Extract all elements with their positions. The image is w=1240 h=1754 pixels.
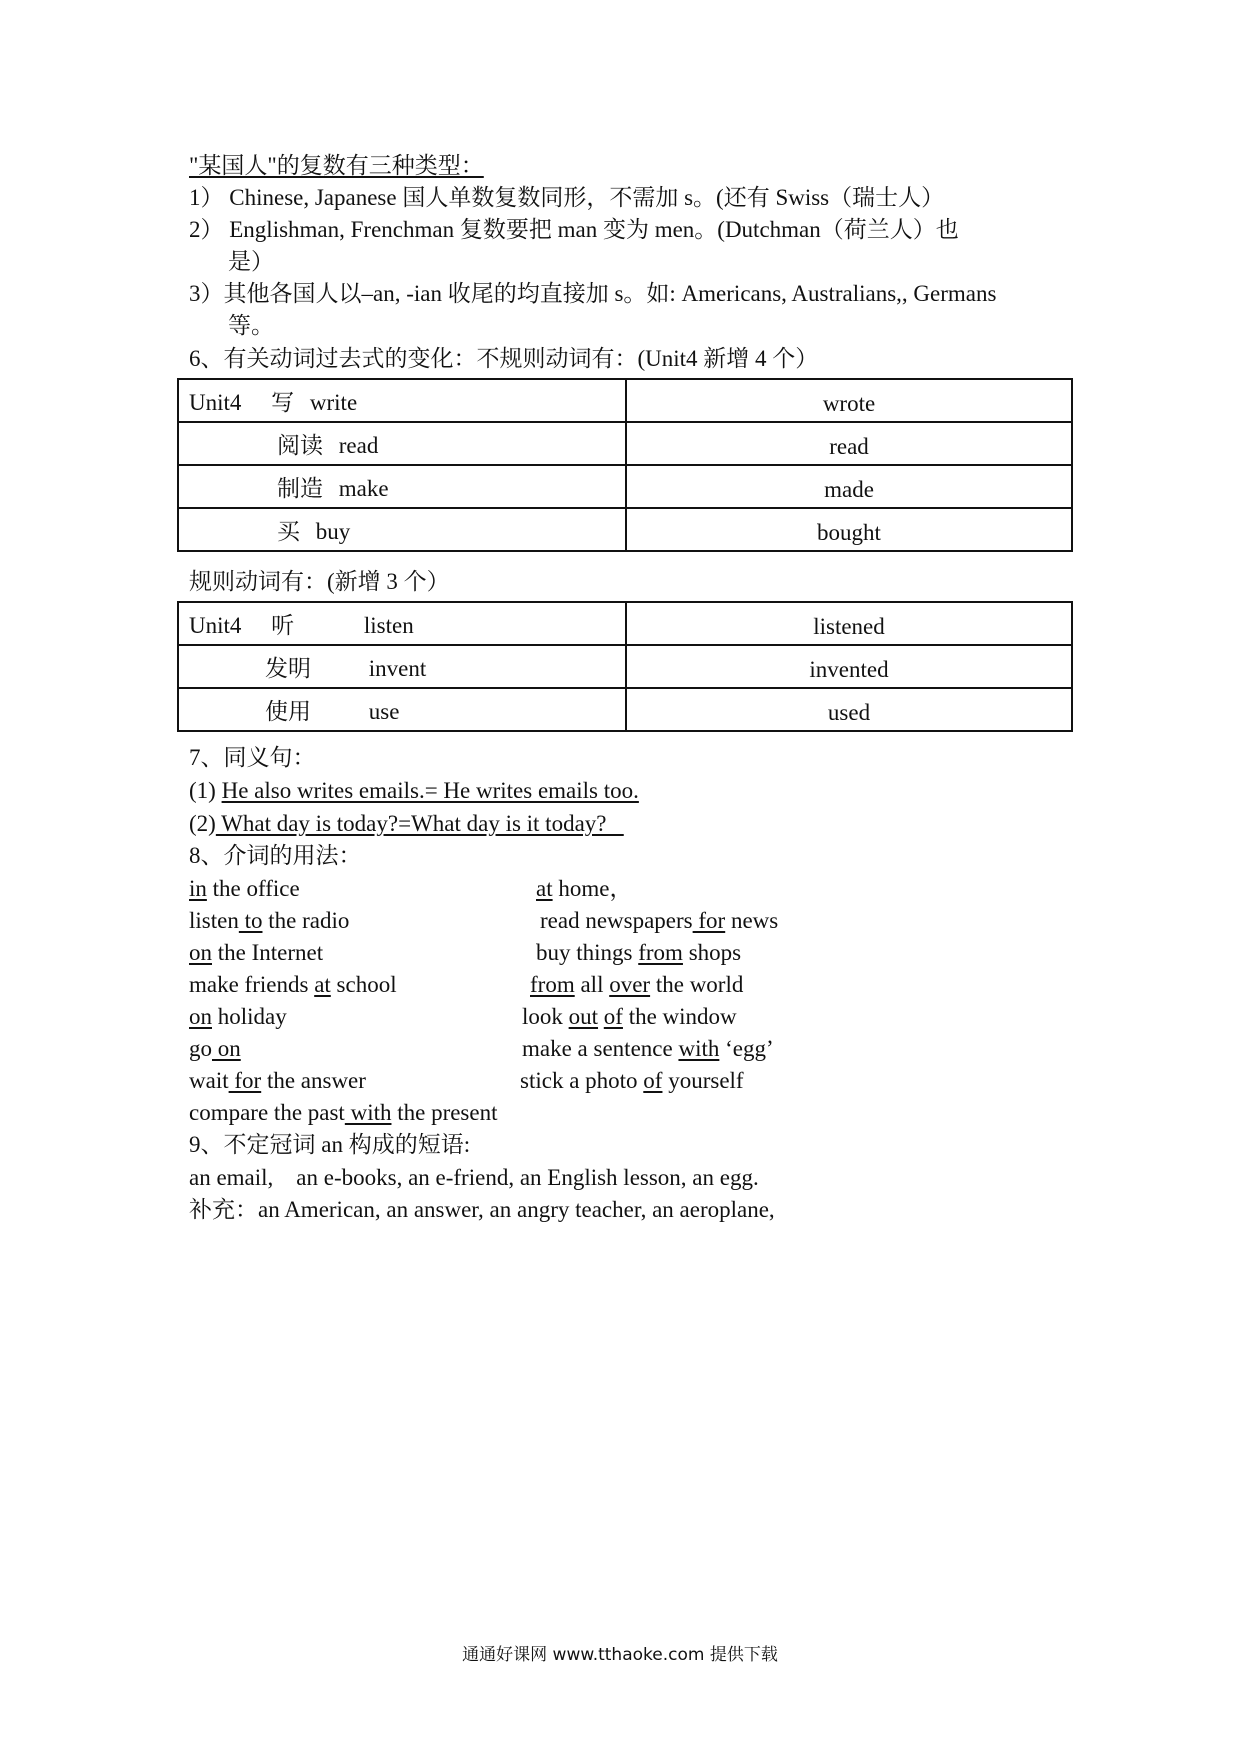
past-tense-cell: read bbox=[626, 422, 1072, 465]
phrase-text: the present bbox=[391, 1100, 498, 1125]
past-tense-cell: wrote bbox=[626, 379, 1072, 422]
sentence-text: He also writes emails.= He writes emails too. bbox=[221, 778, 639, 803]
preposition: with bbox=[678, 1036, 720, 1061]
phrase-text: look bbox=[522, 1004, 569, 1029]
section7-heading: 7、同义句： bbox=[189, 745, 316, 770]
phrase-text: ‘egg’ bbox=[719, 1036, 774, 1061]
synonym-sentence-2 bbox=[189, 808, 624, 840]
preposition: at bbox=[314, 972, 331, 997]
verb-english: buy bbox=[315, 519, 351, 544]
phrase-text: shops bbox=[682, 940, 742, 965]
unit-label: Unit4 bbox=[189, 390, 242, 415]
verb-chinese: 发明 bbox=[265, 656, 311, 681]
phrase-text: the world bbox=[650, 972, 744, 997]
phrase-text: school bbox=[330, 972, 397, 997]
phrase-left bbox=[189, 1033, 241, 1065]
section9-heading: 9、不定冠词 an 构成的短语: bbox=[189, 1132, 471, 1157]
plural-item-3: 3）其他各国人以–an, -ian 收尾的均直接加 s。如: Americans, Australians,, Germans bbox=[189, 281, 997, 306]
plural-item-2: 2） Englishman, Frenchman 复数要把 man 变为 men。(Dutchman（荷兰人）也 bbox=[189, 217, 959, 242]
phrase-text: wait bbox=[189, 1068, 229, 1093]
irregular-verbs-table bbox=[177, 378, 1073, 552]
phrase-text: the window bbox=[622, 1004, 737, 1029]
phrase-text: the office bbox=[206, 876, 300, 901]
verb-chinese: 阅读 bbox=[277, 433, 323, 458]
verb-cell bbox=[178, 422, 626, 465]
preposition: from bbox=[530, 972, 575, 997]
preposition: of bbox=[643, 1068, 663, 1093]
verb-chinese: 买 bbox=[277, 519, 300, 544]
phrase-text: make a sentence bbox=[522, 1036, 679, 1061]
phrase-right bbox=[540, 905, 778, 937]
preposition: on bbox=[189, 1004, 212, 1029]
phrase-text: make friends bbox=[189, 972, 315, 997]
plural-heading: "某国人"的复数有三种类型： bbox=[189, 153, 484, 178]
verb-english: invent bbox=[368, 656, 427, 681]
table-row bbox=[178, 645, 1072, 688]
unit-label: Unit4 bbox=[189, 613, 242, 638]
verb-cell bbox=[178, 379, 626, 422]
preposition: for bbox=[692, 908, 726, 933]
verb-chinese: 写 bbox=[271, 390, 295, 415]
article-supplement: 补充：an American, an answer, an angry teacher, an aeroplane, bbox=[189, 1197, 775, 1222]
preposition: at bbox=[536, 876, 553, 901]
section8-heading: 8、介词的用法： bbox=[189, 843, 362, 868]
verb-cell bbox=[178, 508, 626, 551]
past-tense-cell: used bbox=[626, 688, 1072, 731]
plural-item-2-cont: 是） bbox=[228, 249, 274, 274]
table-row bbox=[178, 465, 1072, 508]
regular-verbs-heading: 规则动词有：(新增 3 个） bbox=[189, 569, 450, 594]
phrase-text: yourself bbox=[662, 1068, 744, 1093]
verb-chinese: 使用 bbox=[265, 699, 311, 724]
table-row bbox=[178, 422, 1072, 465]
regular-verbs-table bbox=[177, 601, 1073, 732]
verb-cell bbox=[178, 602, 626, 645]
phrase-left bbox=[189, 969, 397, 1001]
phrase-right bbox=[522, 1001, 737, 1033]
table-row bbox=[178, 508, 1072, 551]
phrase-text: stick a photo bbox=[520, 1068, 644, 1093]
past-tense-cell: made bbox=[626, 465, 1072, 508]
phrase-right bbox=[536, 937, 741, 969]
preposition: on bbox=[212, 1036, 241, 1061]
phrase-left bbox=[189, 1001, 287, 1033]
phrase-text: compare the past bbox=[189, 1100, 345, 1125]
past-tense-cell: bought bbox=[626, 508, 1072, 551]
phrase-text: home， bbox=[552, 876, 633, 901]
phrase-right bbox=[522, 1033, 774, 1065]
plural-item-1: 1） Chinese, Japanese 国人单数复数同形，不需加 s。(还有 Swiss（瑞士人） bbox=[189, 185, 945, 210]
table-row bbox=[178, 379, 1072, 422]
verb-cell bbox=[178, 465, 626, 508]
phrase-text: the Internet bbox=[212, 940, 324, 965]
phrase-left bbox=[189, 1065, 366, 1097]
sentence-number: (2) bbox=[189, 811, 216, 836]
preposition: from bbox=[638, 940, 683, 965]
phrase-right bbox=[530, 969, 743, 1001]
table-row bbox=[178, 688, 1072, 731]
phrase-text: news bbox=[725, 908, 779, 933]
phrase-text: holiday bbox=[212, 1004, 287, 1029]
article-phrases: an email, an e-books, an e-friend, an English lesson, an egg. bbox=[189, 1165, 759, 1190]
verb-english: use bbox=[368, 699, 400, 724]
verb-chinese: 听 bbox=[271, 613, 295, 638]
verb-english: write bbox=[309, 390, 358, 415]
verb-english: listen bbox=[363, 613, 414, 638]
verb-english: make bbox=[338, 476, 389, 501]
phrase-text: the radio bbox=[262, 908, 350, 933]
phrase-left bbox=[189, 905, 349, 937]
verb-english: read bbox=[338, 433, 379, 458]
section6-heading: 6、有关动词过去式的变化：不规则动词有：(Unit4 新增 4 个） bbox=[189, 346, 819, 371]
preposition: of bbox=[603, 1004, 623, 1029]
preposition: for bbox=[228, 1068, 262, 1093]
phrase-text: listen bbox=[189, 908, 239, 933]
phrase-text: buy things bbox=[536, 940, 639, 965]
past-tense-cell: invented bbox=[626, 645, 1072, 688]
plural-item-3-cont: 等。 bbox=[228, 313, 274, 338]
phrase-text: go bbox=[189, 1036, 212, 1061]
preposition: with bbox=[344, 1100, 392, 1125]
preposition: over bbox=[609, 972, 651, 997]
preposition: on bbox=[189, 940, 212, 965]
phrase-left bbox=[189, 873, 300, 905]
phrase-right bbox=[520, 1065, 744, 1097]
sentence-text: What day is today?=What day is it today? bbox=[215, 811, 624, 836]
verb-cell bbox=[178, 645, 626, 688]
phrase-left bbox=[189, 937, 323, 969]
verb-cell bbox=[178, 688, 626, 731]
phrase-text: the answer bbox=[261, 1068, 366, 1093]
footer-credit: 通通好课网 www.tthaoke.com 提供下载 bbox=[462, 1645, 778, 1665]
preposition: out bbox=[568, 1004, 599, 1029]
phrase-text: all bbox=[574, 972, 610, 997]
verb-chinese: 制造 bbox=[277, 476, 323, 501]
table-row bbox=[178, 602, 1072, 645]
preposition: in bbox=[189, 876, 207, 901]
preposition: to bbox=[238, 908, 263, 933]
phrase-right bbox=[536, 873, 632, 905]
past-tense-cell: listened bbox=[626, 602, 1072, 645]
phrase-text: read newspapers bbox=[540, 908, 693, 933]
phrase-left bbox=[189, 1097, 497, 1129]
sentence-number: (1) bbox=[189, 778, 216, 803]
synonym-sentence-1 bbox=[189, 775, 639, 807]
